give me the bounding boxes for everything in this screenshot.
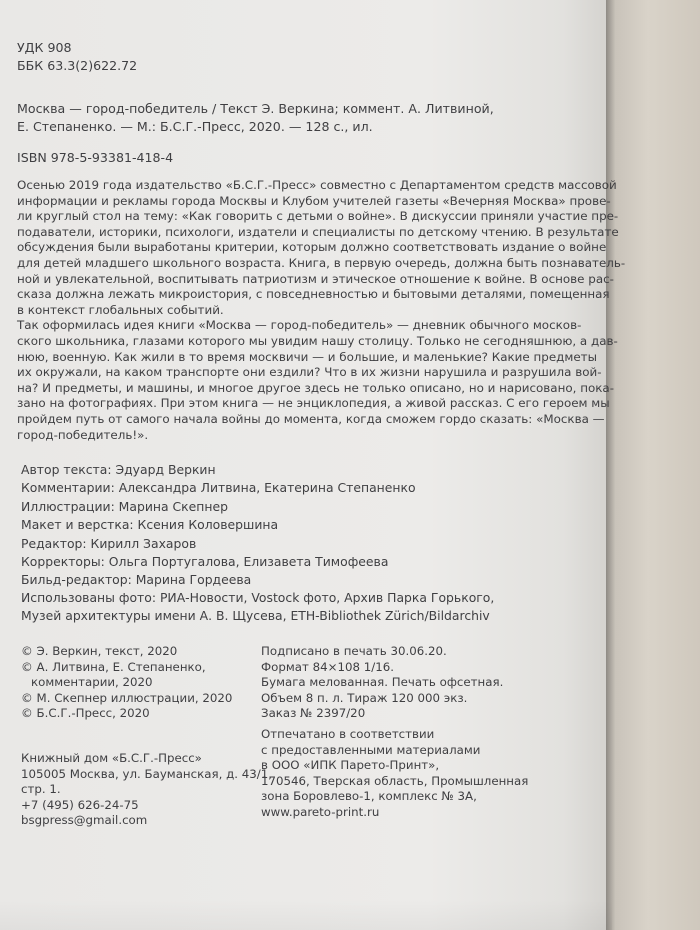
credit-proofreaders: Корректоры: Ольга Португалова, Елизавета Тимофеева <box>21 554 389 570</box>
printer-line: в ООО «ИПК Парето-Принт», <box>261 758 440 772</box>
annotation-line: Так оформилась идея книги «Москва — город-победитель» — дневник обычного москов- <box>17 318 582 333</box>
annotation-line: в контекст глобальных событий. <box>17 302 224 317</box>
annotation-line: ли круглый стол на тему: «Как говорить с детьми о войне». В дискуссии приняли участие пре- <box>17 209 619 224</box>
annotation-line: для детей младшего школьного возраста. Книга, в первую очередь, должна быть познаватель- <box>17 255 626 270</box>
printer-line: Отпечатано в соответствии <box>261 727 435 741</box>
annotation-line: город-победитель!». <box>17 427 149 442</box>
publisher-address: стр. 1. <box>21 782 61 796</box>
annotation-line: ной и увлекательной, воспитывать патриотизм и этическое отношение к войне. В основе рас- <box>17 271 614 286</box>
print-info-line: Подписано в печать 30.06.20. <box>261 644 447 658</box>
copyright-block <box>21 644 232 722</box>
page-shadow <box>0 900 612 930</box>
annotation-line: ского школьника, глазами которого мы увидим нашу столицу. Только не сегодняшнюю, а дав- <box>17 333 618 348</box>
credit-layout: Макет и верстка: Ксения Коловершина <box>21 517 279 533</box>
bibliographic-record <box>17 100 494 135</box>
publisher-address: 105005 Москва, ул. Бауманская, д. 43/1, <box>21 766 272 781</box>
annotation-line: зано на фотографиях. При этом книга — не энциклопедия, а живой рассказ. С его героем мы <box>17 396 610 411</box>
bbk-code: ББК 63.3(2)622.72 <box>17 57 138 73</box>
annotation-line: нюю, военную. Как жили в то время москвичи — и большие, и маленькие? Какие предметы <box>17 349 597 364</box>
printer-website: www.pareto-print.ru <box>261 804 380 819</box>
annotation-line: информации и рекламы города Москвы и Клубом учителей газеты «Вечерняя Москва» прове- <box>17 193 611 208</box>
print-info-block <box>261 644 503 722</box>
copyright-line: комментарии, 2020 <box>31 675 153 689</box>
copyright-line: © М. Скепнер иллюстрации, 2020 <box>21 690 233 705</box>
print-info-line: Бумага мелованная. Печать офсетная. <box>261 675 504 689</box>
printer-line: с предоставленными материалами <box>261 742 481 757</box>
annotation-line: на? И предметы, и машины, и многое другое здесь не только описано, но и нарисовано, пока- <box>17 380 615 395</box>
bibliographic-line: Москва — город-победитель / Текст Э. Веркина; коммент. А. Литвиной, <box>17 101 494 116</box>
credit-editor: Редактор: Кирилл Захаров <box>21 535 197 551</box>
photo-sources <box>21 589 494 626</box>
isbn: ISBN 978-5-93381-418-4 <box>17 150 174 165</box>
copyright-line: © А. Литвина, Е. Степаненко, <box>21 659 206 674</box>
printer-line: 170546, Тверская область, Промышленная <box>261 773 529 788</box>
credit-author: Автор текста: Эдуард Веркин <box>21 462 216 477</box>
annotation-line: подаватели, историки, психологи, издатели и специалисты по детскому чтению. В результате <box>17 224 619 239</box>
annotation-line: сказа должна лежать микроистория, с повседневностью и бытовыми деталями, помещенная <box>17 287 610 302</box>
copyright-line: © Э. Веркин, текст, 2020 <box>21 644 178 658</box>
publisher-name: Книжный дом «Б.С.Г.-Пресс» <box>21 751 202 765</box>
publisher-block <box>21 751 272 829</box>
printer-line: зона Боровлево-1, комплекс № 3А, <box>261 789 477 803</box>
copyright-line: © Б.С.Г.-Пресс, 2020 <box>21 706 150 720</box>
credit-photo-editor: Бильд-редактор: Марина Гордеева <box>21 572 252 588</box>
udk-code: УДК 908 <box>17 40 72 55</box>
annotation-line: Осенью 2019 года издательство «Б.С.Г.-Пресс» совместно с Департаментом средств массовой <box>17 178 617 192</box>
bibliographic-line: Е. Степаненко. — М.: Б.С.Г.-Пресс, 2020. — 128 с., ил. <box>17 118 373 134</box>
page-edge-stack <box>606 0 700 930</box>
annotation-line: пройдем путь от самого начала войны до момента, когда сможем гордо сказать: «Москва — <box>17 411 605 426</box>
print-info-line: Заказ № 2397/20 <box>261 706 366 720</box>
credit-comments: Комментарии: Александра Литвина, Екатерина Степаненко <box>21 480 416 496</box>
print-info-line: Объем 8 п. л. Тираж 120 000 экз. <box>261 690 468 705</box>
classification-block <box>17 39 137 74</box>
credit-illustrations: Иллюстрации: Марина Скепнер <box>21 498 228 514</box>
credits-list <box>21 461 416 590</box>
print-info-line: Формат 84×108 1/16. <box>261 659 395 674</box>
publisher-phone: +7 (495) 626-24-75 <box>21 797 139 812</box>
publisher-email: bsgpress@gmail.com <box>21 813 148 827</box>
photo-sources-line: Музей архитектуры имени А. В. Щусева, ETH-Bibliothek Zürich/Bildarchiv <box>21 608 490 624</box>
annotation-line: их окружали, на каком транспорте они ездили? Что в их жизни нарушила и разрушила вой- <box>17 365 602 380</box>
printer-block <box>261 727 528 820</box>
annotation-text <box>17 178 625 443</box>
annotation-line: обсуждения были выработаны критерии, которым должно соответствовать издание о войне <box>17 240 607 255</box>
photo-sources-line: Использованы фото: РИА-Новости, Vostock фото, Архив Парка Горького, <box>21 590 495 605</box>
